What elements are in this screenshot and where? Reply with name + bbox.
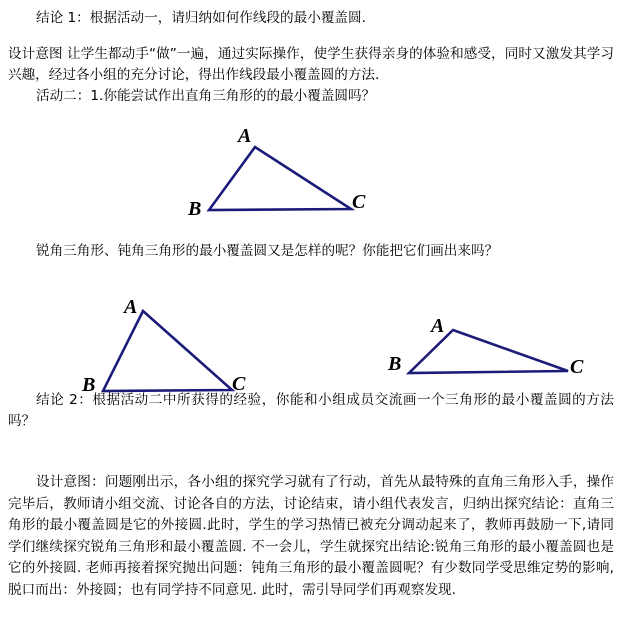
triangle-obtuse-vertex-label-a: A xyxy=(431,315,445,337)
triangle-right-vertex-label-b: B xyxy=(188,198,202,220)
triangle-acute-vertex-label-b: B xyxy=(82,374,96,396)
paragraph-design-intent-2: 设计意图：问题刚出示，各小组的探究学习就有了行动，首先从最特殊的直角三角形入手，操作完毕后，教师请小组交流、讨论各自的方法，讨论结束，请小组代表发言，归纳出探究结论：直角三角形的最小覆盖圆是它的外接圆.此时，学生的学习热情已被充分调动起来了，教师再鼓励一下,请同学们继续探究锐角三角形和最小覆盖圆. 不一会儿，学生就探究出结论:锐角三角形的最小覆盖圆也是它的外接圆. 老师再接着探究抛出问题：钝角三角形的最小覆盖圆呢？有少数同学受思维定势的影响,脱口而出：外接圆；也有同学持不同意见. 此时，需引导同学们再观察发现. xyxy=(8,474,614,598)
triangle-right-vertex-label-c: C xyxy=(352,191,366,213)
triangle-obtuse-vertex-label-c: C xyxy=(570,356,584,378)
paragraph-conclusion-1: 结论 1：根据活动一，请归纳如何作线段的最小覆盖圆. xyxy=(36,10,366,26)
paragraph-conclusion-2: 结论 2：根据活动二中所获得的经验，你能和小组成员交流画一个三角形的最小覆盖圆的方法吗？ xyxy=(8,392,614,429)
paragraph-activity-2: 活动二：1.你能尝试作出直角三角形的的最小覆盖圆吗？ xyxy=(36,88,376,104)
triangle-right-vertex-label-a: A xyxy=(238,125,252,147)
triangle-acute-vertex-label-c: C xyxy=(232,373,246,395)
paragraph-question-acute-obtuse: 锐角三角形、钝角三角形的最小覆盖圆又是怎样的呢？你能把它们画出来吗？ xyxy=(36,243,499,259)
paragraph-design-intent-1: 设计意图 让学生都动手“做”一遍，通过实际操作，使学生获得亲身的体验和感受，同时又激发其学习兴趣，经过各小组的充分讨论，得出作线段最小覆盖圆的方法. xyxy=(8,46,614,83)
triangle-obtuse-vertex-label-b: B xyxy=(388,353,402,375)
triangle-acute-vertex-label-a: A xyxy=(124,296,138,318)
